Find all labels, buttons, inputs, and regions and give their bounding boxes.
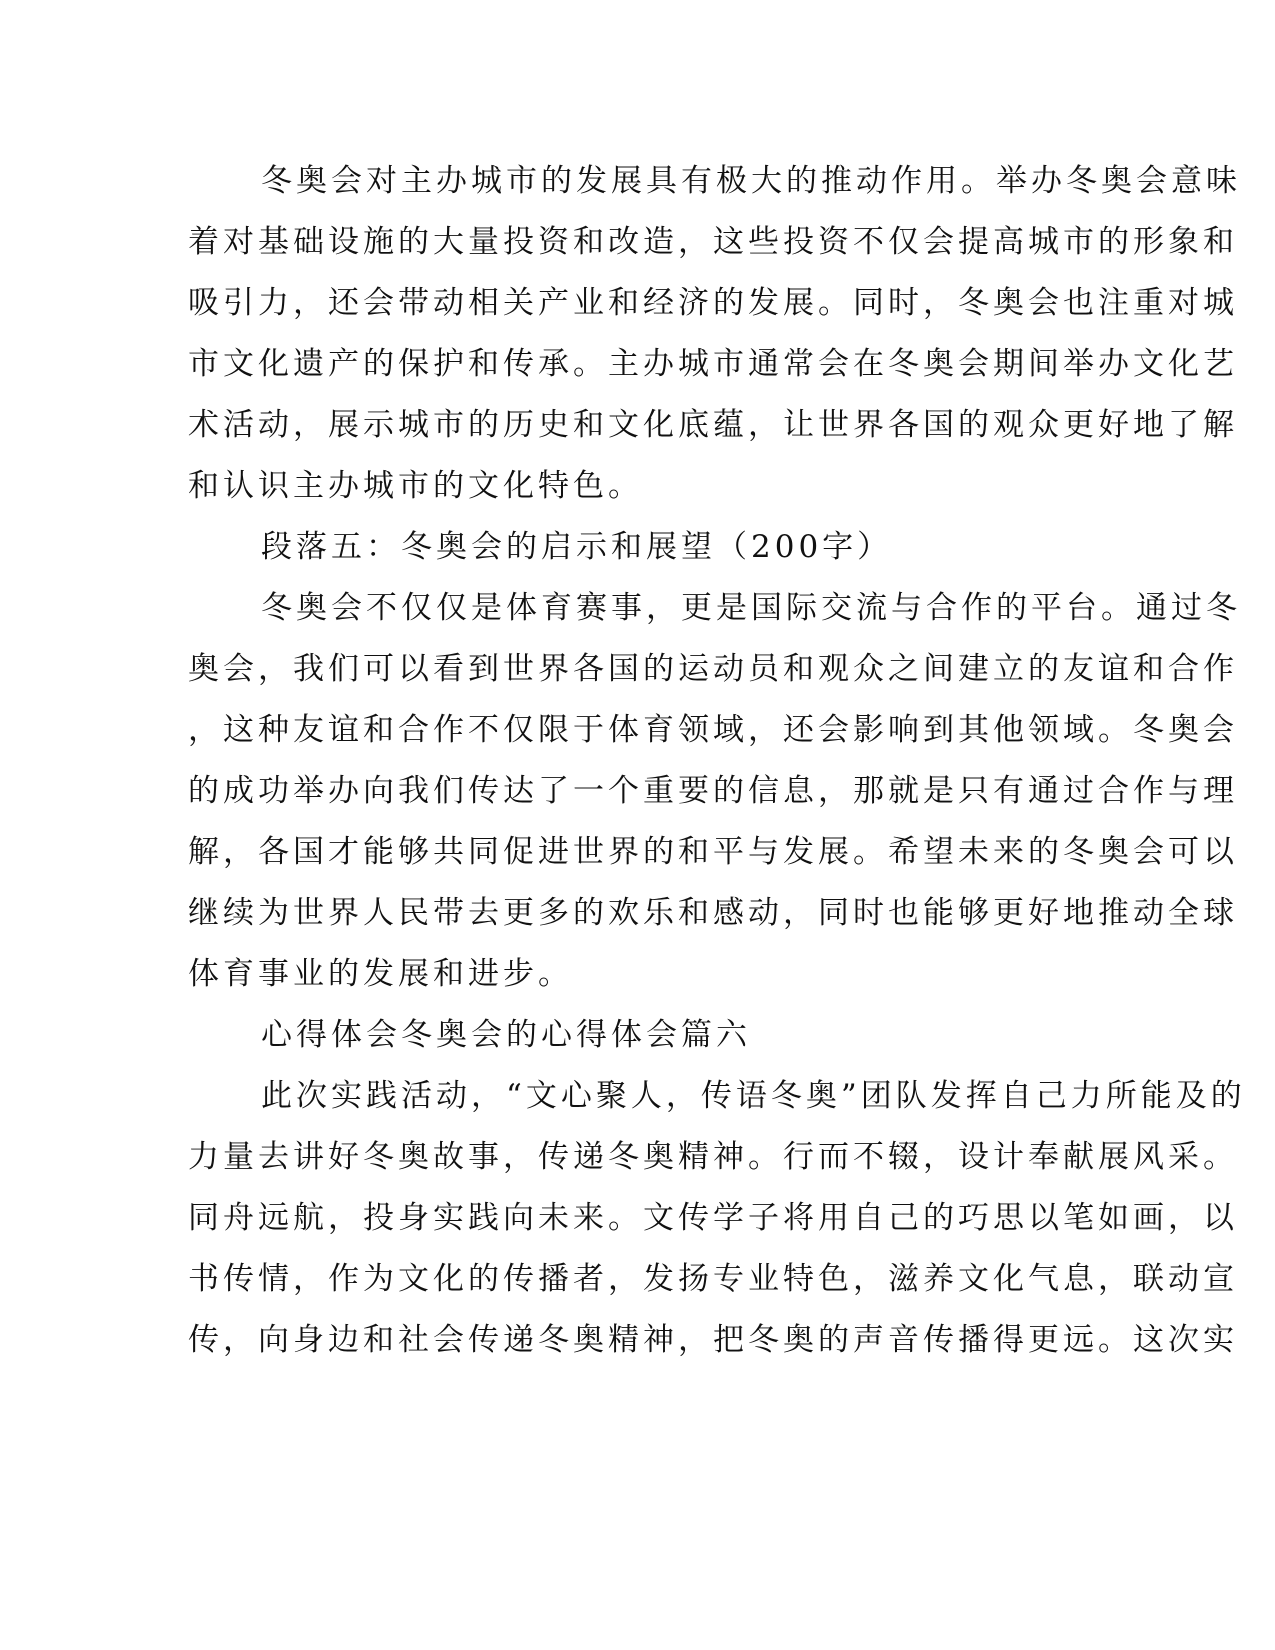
paragraph-line: 体育事业的发展和进步。 xyxy=(188,956,573,992)
paragraph-line: 术活动，展示城市的历史和文化底蕴，让世界各国的观众更好地了解 xyxy=(188,407,1238,443)
paragraph-line: 此次实践活动，“文心聚人，传语冬奥”团队发挥自己力所能及的 xyxy=(261,1078,1246,1114)
paragraph-line: 同舟远航，投身实践向未来。文传学子将用自己的巧思以笔如画，以 xyxy=(188,1200,1238,1236)
section-heading-five: 段落五：冬奥会的启示和展望（200字） xyxy=(261,529,893,565)
section-heading-six: 心得体会冬奥会的心得体会篇六 xyxy=(261,1017,751,1053)
paragraph-line: 冬奥会不仅仅是体育赛事，更是国际交流与合作的平台。通过冬 xyxy=(261,590,1241,626)
paragraph-line: 解，各国才能够共同促进世界的和平与发展。希望未来的冬奥会可以 xyxy=(188,834,1238,870)
paragraph-line: 和认识主办城市的文化特色。 xyxy=(188,468,643,504)
paragraph-line: 继续为世界人民带去更多的欢乐和感动，同时也能够更好地推动全球 xyxy=(188,895,1238,931)
document-body xyxy=(188,151,1246,1371)
paragraph-line: 吸引力，还会带动相关产业和经济的发展。同时，冬奥会也注重对城 xyxy=(188,285,1238,321)
paragraph-line: ，这种友谊和合作不仅限于体育领域，还会影响到其他领域。冬奥会 xyxy=(188,712,1238,748)
paragraph-line: 书传情，作为文化的传播者，发扬专业特色，滋养文化气息，联动宣 xyxy=(188,1261,1238,1297)
paragraph-host-city xyxy=(188,151,1241,517)
paragraph-practice-activity xyxy=(188,1066,1246,1371)
paragraph-line: 力量去讲好冬奥故事，传递冬奥精神。行而不辍，设计奉献展风采。 xyxy=(188,1139,1238,1175)
paragraph-line: 冬奥会对主办城市的发展具有极大的推动作用。举办冬奥会意味 xyxy=(261,163,1241,199)
paragraph-line: 的成功举办向我们传达了一个重要的信息，那就是只有通过合作与理 xyxy=(188,773,1238,809)
paragraph-line: 传，向身边和社会传递冬奥精神，把冬奥的声音传播得更远。这次实 xyxy=(188,1322,1238,1358)
paragraph-line: 市文化遗产的保护和传承。主办城市通常会在冬奥会期间举办文化艺 xyxy=(188,346,1238,382)
paragraph-line: 奥会，我们可以看到世界各国的运动员和观众之间建立的友谊和合作 xyxy=(188,651,1238,687)
paragraph-line: 着对基础设施的大量投资和改造，这些投资不仅会提高城市的形象和 xyxy=(188,224,1238,260)
paragraph-inspiration xyxy=(188,578,1241,1005)
